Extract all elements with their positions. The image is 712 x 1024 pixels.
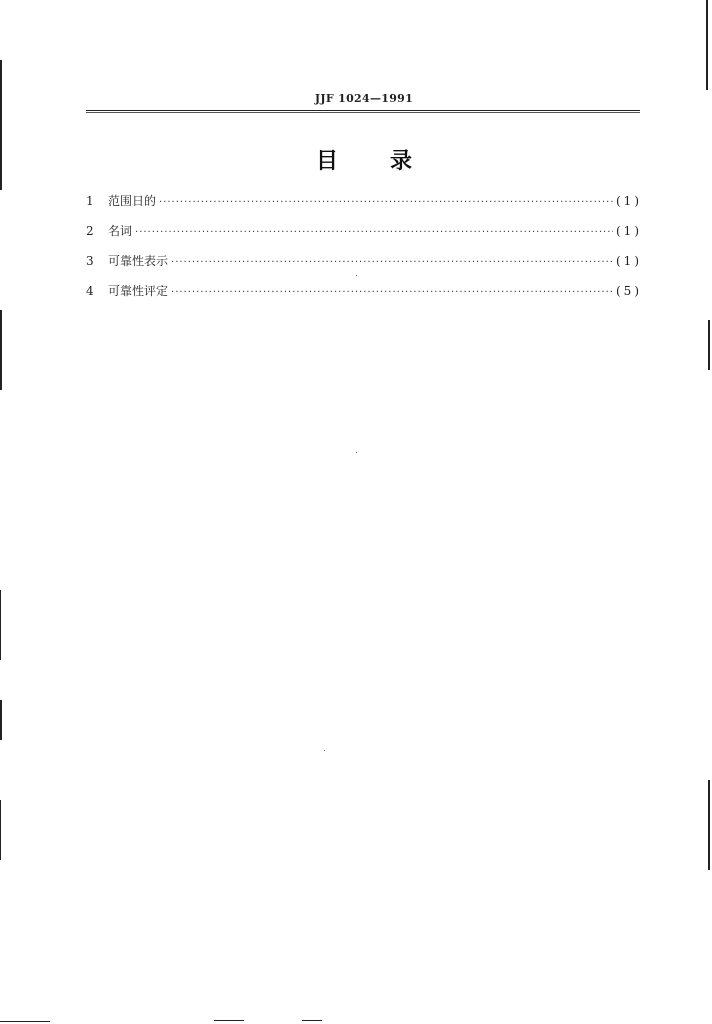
scan-edge-mark [214,1020,244,1021]
toc-item-page: (1) [616,254,642,268]
toc-leader-dots [171,252,613,274]
scan-edge-mark [0,1021,50,1022]
toc-item[interactable] [86,280,642,310]
scan-edge-mark [0,700,2,740]
toc-item-label: 范围日的 [108,194,157,208]
toc-item-page: (1) [616,194,642,208]
scan-speck [324,750,325,751]
toc-item-label: 可靠性表示 [108,254,169,268]
header-rule [86,110,640,113]
scan-edge-mark [302,1020,322,1021]
toc-item-number: 1 [86,194,94,208]
toc-item-number: 2 [86,224,94,238]
toc-leader-dots [135,222,613,244]
toc-item[interactable] [86,250,642,280]
toc-leader-dots [159,192,613,214]
toc-item-page: (1) [616,224,642,238]
scan-edge-mark [0,800,1,860]
scan-edge-mark [0,310,2,390]
toc-leader-dots [171,282,613,304]
toc-list [86,190,642,310]
scan-edge-mark [0,590,1,660]
scan-speck [356,452,357,453]
scan-edge-mark [706,0,708,90]
toc-item-number: 4 [86,284,94,298]
scan-edge-mark [708,320,710,370]
standard-code: JJF 1024—1991 [314,92,414,105]
toc-item-label: 名词 [108,224,133,238]
toc-item-number: 3 [86,254,94,268]
toc-item[interactable] [86,190,642,220]
toc-item-label: 可靠性评定 [108,284,169,298]
toc-item-page: (5) [616,284,642,298]
scan-edge-mark [708,780,710,870]
toc-item[interactable] [86,220,642,250]
toc-title: 目录 [315,149,464,174]
